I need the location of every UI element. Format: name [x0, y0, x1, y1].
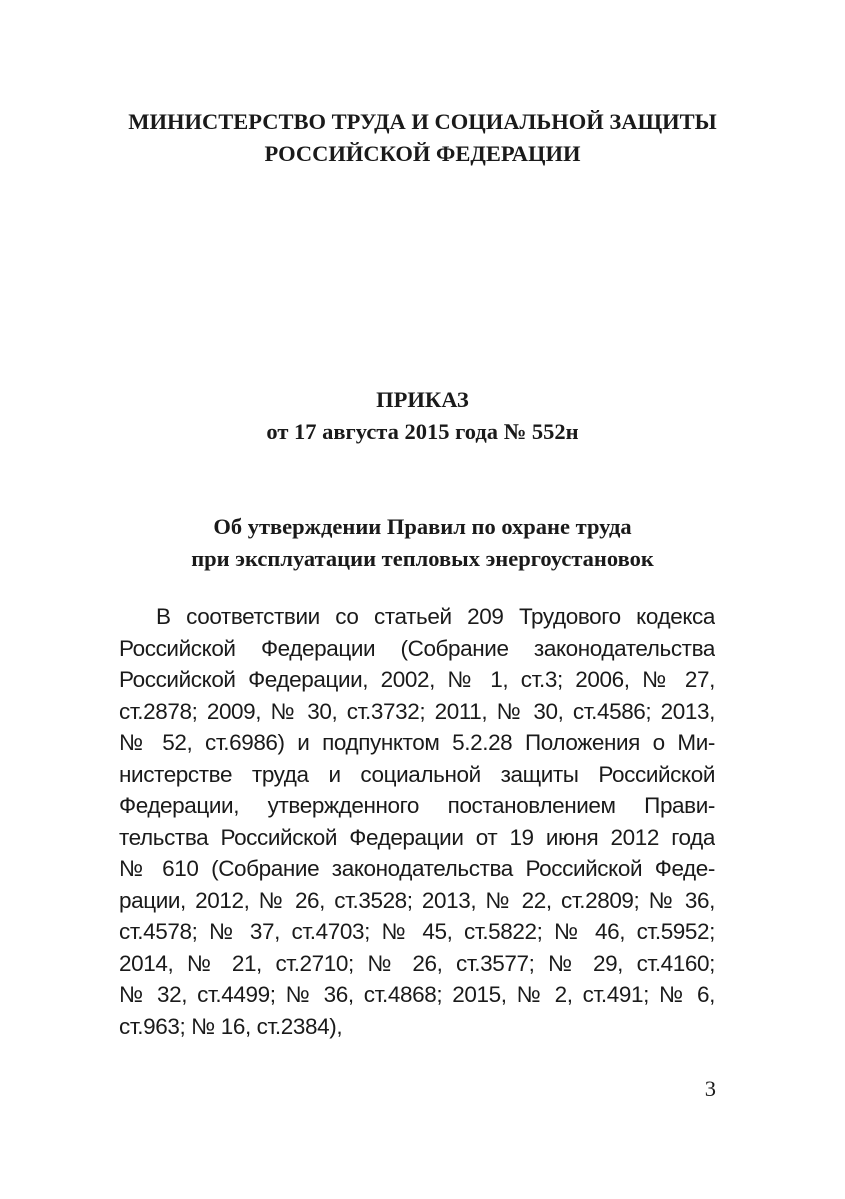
order-date-number: от 17 августа 2015 года № 552н — [266, 419, 579, 444]
order-type: ПРИКАЗ — [376, 387, 469, 412]
body-line: нистерстве труда и социальной защиты Российской — [119, 761, 715, 787]
page-number: 3 — [704, 1076, 716, 1101]
ministry-heading — [0, 106, 845, 170]
body-line: ст.4578; № 37, ст.4703; № 45, ст.5822; № 46, ст.5952; — [119, 919, 715, 944]
body-line: тельства Российской Федерации от 19 июня 2012 года — [119, 824, 715, 850]
body-line: № 32, ст.4499; № 36, ст.4868; 2015, № 2, ст.491; № 6, — [119, 982, 715, 1007]
ministry-heading-line-1: МИНИСТЕРСТВО ТРУДА И СОЦИАЛЬНОЙ ЗАЩИТЫ — [128, 109, 717, 134]
body-line: ст.963; № 16, ст.2384), — [119, 1013, 343, 1039]
document-title-line-1: Об утверждении Правил по охране труда — [213, 514, 632, 539]
body-line: В соответствии со статьей 209 Трудового кодекса — [156, 604, 715, 629]
body-line: Российской Федерации (Собрание законодательства — [119, 635, 715, 661]
body-line: 2014, № 21, ст.2710; № 26, ст.3577; № 29, ст.4160; — [119, 950, 715, 976]
body-line: Федерации, утвержденного постановлением Прави- — [119, 793, 715, 818]
body-line: Российской Федерации, 2002, № 1, ст.3; 2006, № 27, — [119, 667, 715, 692]
order-heading — [0, 384, 845, 448]
ministry-heading-line-2: РОССИЙСКОЙ ФЕДЕРАЦИИ — [264, 141, 581, 166]
body-line: № 610 (Собрание законодательства Российской Феде- — [119, 856, 715, 881]
body-line: № 52, ст.6986) и подпунктом 5.2.28 Положения о Ми- — [119, 730, 715, 755]
body-line: рации, 2012, № 26, ст.3528; 2013, № 22, ст.2809; № 36, — [119, 887, 715, 913]
body-paragraph — [119, 601, 715, 1042]
document-title-line-2: при эксплуатации тепловых энергоустановок — [191, 546, 654, 571]
body-line: ст.2878; 2009, № 30, ст.3732; 2011, № 30, ст.4586; 2013, — [119, 698, 715, 724]
document-title — [0, 511, 845, 575]
